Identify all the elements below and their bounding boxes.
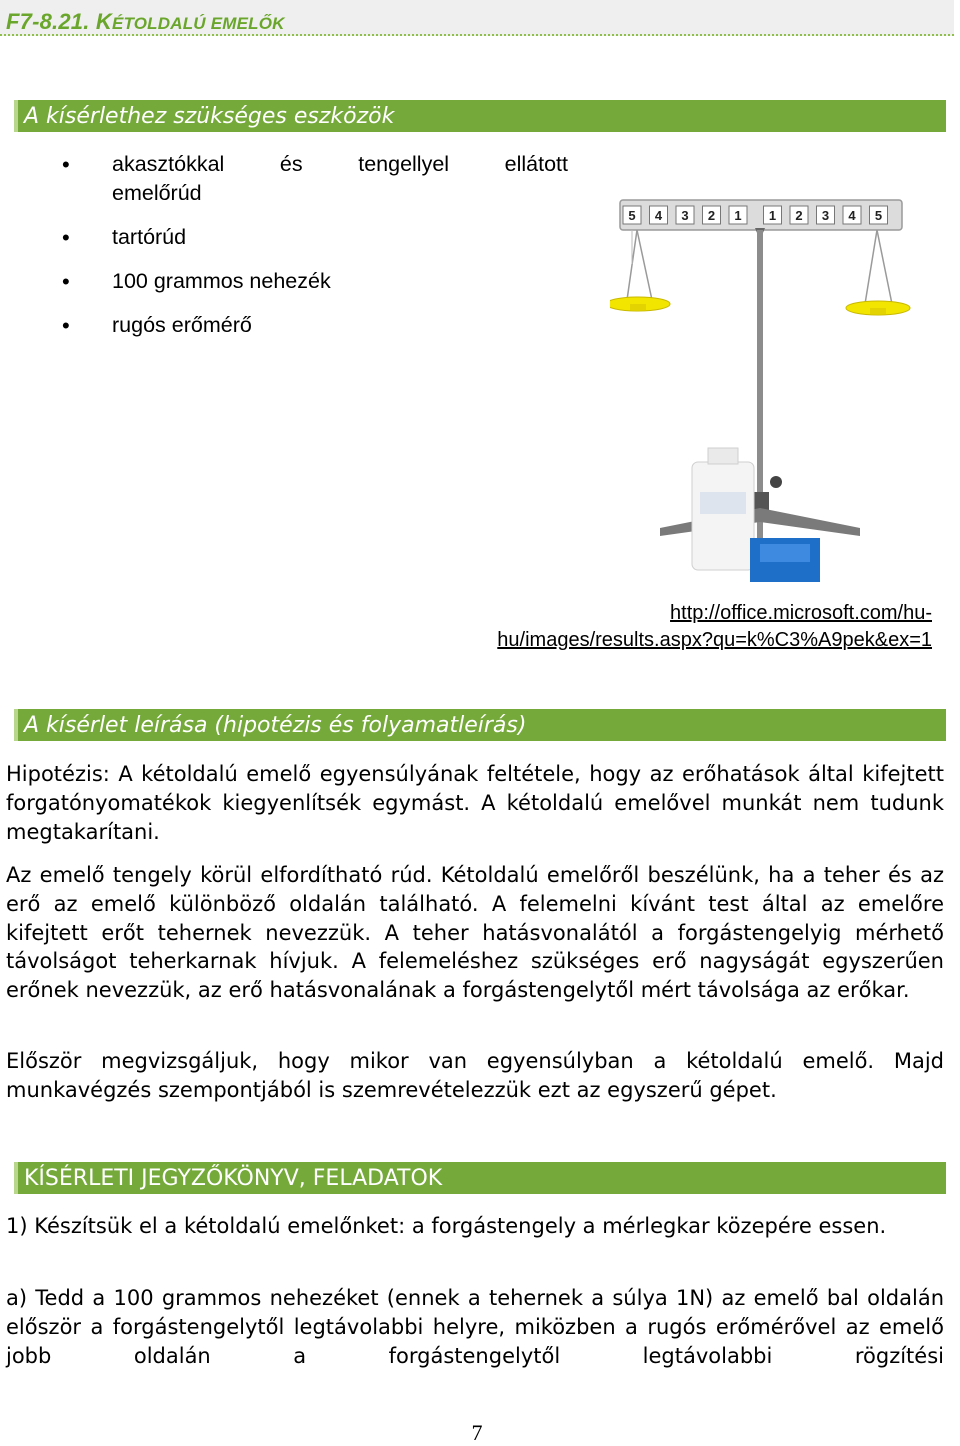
scale-label: 4 (848, 208, 856, 223)
page-number: 7 (471, 1420, 483, 1445)
section-heading-text: A kísérlet leírása (hipotézis és folyamatleírás) (24, 713, 527, 738)
page-header (0, 0, 954, 36)
task-1-paragraph: 1) Készítsük el a kétoldalú emelőnket: a forgástengely a mérlegkar közepére essen. (6, 1214, 887, 1238)
bullet-icon: • (62, 152, 70, 177)
equipment-list (62, 150, 582, 355)
scale-label: 2 (795, 208, 803, 223)
scale-label: 4 (654, 208, 663, 223)
document-code: F7-8.21. (6, 9, 90, 34)
url-line-1[interactable]: http://office.microsoft.com/hu- (670, 602, 932, 624)
scale-label: 5 (874, 208, 883, 223)
bullet-icon: • (62, 225, 70, 250)
word: ellátott (504, 152, 568, 176)
list-item (62, 311, 582, 340)
item-line-2: emelőrúd (112, 181, 202, 205)
section-heading-text: KÍSÉRLETI JEGYZŐKÖNYV, FELADATOK (24, 1166, 443, 1191)
scale-label: 3 (821, 208, 830, 223)
procedure-intro-paragraph: Először megvizsgáljuk, hogy mikor van egyensúlyban a kétoldalú emelő. Majd munkavégzés szempontjából is szemrevételezzük ezt az egyszerű gépet. (6, 1049, 944, 1102)
list-item-text: tartórúd (112, 225, 187, 249)
hypothesis-paragraph: Hipotézis: A kétoldalú emelő egyensúlyának feltétele, hogy az erőhatások által kifejtett forgatónyomatékok kiegyenlítsék egymást. A kétoldalú emelővel munkát nem tudunk megtakarítani. (6, 762, 944, 844)
document-title (6, 9, 285, 35)
section-equipment-heading (14, 100, 946, 132)
item-line-1 (112, 150, 568, 179)
bullet-icon: • (62, 269, 70, 294)
title-initial: K (95, 9, 112, 34)
title-rest: ÉTOLDALÚ EMELŐK (111, 14, 285, 33)
lever-apparatus-image (610, 192, 940, 590)
scale-label: 3 (681, 208, 689, 223)
list-item (62, 267, 582, 296)
list-item (62, 150, 582, 208)
scale-label: 2 (707, 208, 716, 223)
scale-label: 1 (768, 208, 777, 223)
scale-label: 5 (628, 208, 636, 223)
bottle (692, 462, 754, 570)
list-item-text: rugós erőmérő (112, 313, 252, 337)
word: tengellyel (358, 152, 450, 176)
section-heading-text: A kísérlethez szükséges eszközök (24, 104, 395, 129)
word: akasztókkal (112, 152, 225, 176)
task-1a-paragraph: a) Tedd a 100 grammos nehezéket (ennek a tehernek a súlya 1N) az emelő bal oldalán először a forgástengelytől legtávolabbi helyre, miközben a rugós erőmérővel az emelő jobb oldalán a forgástengelytől legtávolabbi rögzítési (6, 1286, 944, 1368)
header-dotted-rule (0, 34, 954, 36)
scale-label: 1 (734, 208, 742, 223)
image-source-link[interactable] (497, 600, 932, 654)
word: és (279, 152, 303, 176)
list-item (62, 223, 582, 252)
url-line-2[interactable]: hu/images/results.aspx?qu=k%C3%A9pek&ex=1 (497, 629, 932, 651)
section-protocol-heading (14, 1162, 946, 1194)
section-description-heading (14, 709, 946, 741)
bullet-icon: • (62, 313, 70, 338)
list-item-text: 100 grammos nehezék (112, 269, 331, 293)
right-string (865, 230, 877, 304)
description-paragraph: Az emelő tengely körül elfordítható rúd. Kétoldalú emelőről beszélünk, ha a teher és az erő az emelő különböző oldalán található. A felemelni kívánt test által az emelőre kifejtett erőt tehernek nevezzük. A teher hatásvonalától a forgástengelyig mérhető távolságot teherkarnak hívjuk. A felemeléshez szükséges erő nagyságát egyszerűen erőnek nevezzük, az erő hatásvonalának a forgástengelytől mért távolsága az erőkar. (6, 863, 944, 1003)
